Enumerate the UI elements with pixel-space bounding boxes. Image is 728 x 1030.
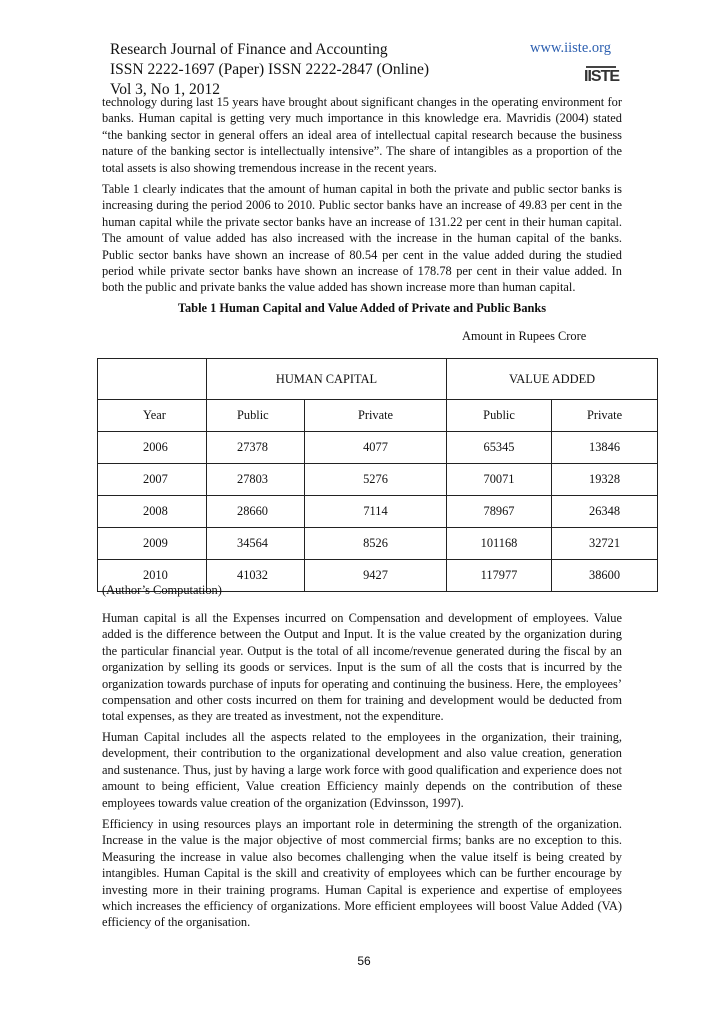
cell-va-public: 78967 (447, 496, 552, 528)
website-link[interactable]: www.iiste.org (530, 40, 611, 56)
logo-bar-icon (586, 56, 616, 68)
column-header-va-private: Private (552, 400, 658, 432)
issn-line: ISSN 2222-1697 (Paper) ISSN 2222-2847 (Online) (110, 61, 430, 78)
cell-va-private: 13846 (552, 432, 658, 464)
cell-va-public: 117977 (447, 560, 552, 592)
group-header-value-added: VALUE ADDED (447, 359, 658, 400)
cell-hc-private: 4077 (305, 432, 447, 464)
cell-va-private: 19328 (552, 464, 658, 496)
column-header-va-public: Public (447, 400, 552, 432)
cell-va-public: 65345 (447, 432, 552, 464)
table-column-header-row (98, 400, 658, 432)
cell-va-public: 101168 (447, 528, 552, 560)
table-unit-note: Amount in Rupees Crore (462, 329, 587, 343)
cell-hc-private: 5276 (305, 464, 447, 496)
cell-year: 2010 (98, 560, 207, 592)
group-header-human-capital: HUMAN CAPITAL (207, 359, 447, 400)
paragraph-human-capital: Human Capital includes all the aspects related to the employees in the organization, their training, development, their contribution to the organizational development and also value creation, generation and sustenance. Thus, just by having a large work force with good qualification and experience does not amount to being efficient, Value creation Efficiency mainly depends on the contribution of these employees towards value creation of the organization (Edvinsson, 1997). (102, 730, 622, 810)
cell-year: 2009 (98, 528, 207, 560)
column-header-hc-public: Public (207, 400, 305, 432)
cell-year: 2007 (98, 464, 207, 496)
volume-line: Vol 3, No 1, 2012 (110, 81, 220, 98)
logo-text: IISTE (584, 68, 620, 85)
cell-hc-private: 7114 (305, 496, 447, 528)
iiste-logo (584, 56, 618, 90)
cell-hc-public: 27378 (207, 432, 305, 464)
table-row (98, 432, 658, 464)
cell-hc-private: 8526 (305, 528, 447, 560)
table-row (98, 464, 658, 496)
cell-va-public: 70071 (447, 464, 552, 496)
table-group-header-row (98, 359, 658, 400)
cell-va-private: 38600 (552, 560, 658, 592)
cell-hc-private: 9427 (305, 560, 447, 592)
table-row (98, 496, 658, 528)
paragraph-efficiency: Efficiency in using resources plays an important role in determining the strength of the organization. Increase in the value is the major objective of most commercial firms; banks are no exception to this. Measuring the increase in value also becomes challenging when the value itself is being created by intangibles. Human Capital is the skill and creativity of employees which can be further encourage by investing more in their training programs. Human Capital is experience and expertise of employees which increases the efficiency of organizations. More efficient employees will boost Value Added (VA) efficiency of the organisation. (102, 817, 622, 930)
table-corner-cell (98, 359, 207, 400)
cell-va-private: 26348 (552, 496, 658, 528)
table-row (98, 528, 658, 560)
cell-hc-public: 27803 (207, 464, 305, 496)
column-header-hc-private: Private (305, 400, 447, 432)
journal-title: Research Journal of Finance and Accounting (110, 41, 388, 58)
cell-year: 2006 (98, 432, 207, 464)
cell-year: 2008 (98, 496, 207, 528)
running-header (110, 40, 429, 100)
paragraph-table-analysis: Table 1 clearly indicates that the amount of human capital in both the private and public sector banks is increasing during the period 2006 to 2010. Public sector banks have an increase of 49.83 per cent in the human capital while the private sector banks have an increase of 131.22 per cent in their human capital. The amount of value added has also increased with the increase in the human capital of the banks. Public sector banks have shown an increase of 80.54 per cent in the value added during the studied period while private sector banks have shown an increase of 178.78 per cent in their value added. In both the public and private banks the value added has shown increase more than human capital. (102, 182, 622, 295)
cell-hc-public: 41032 (207, 560, 305, 592)
page-number: 56 (357, 954, 371, 968)
column-header-year: Year (98, 400, 207, 432)
cell-va-private: 32721 (552, 528, 658, 560)
table-source-note: (Author’s Computation) (102, 583, 222, 597)
paragraph-definitions: Human capital is all the Expenses incurred on Compensation and development of employees. Value added is the difference between the Output and Input. It is the value created by the organization during the particular financial year. Output is the total of all income/revenue generated during the fiscal by an organization by selling its goods or services. Input is the sum of all the costs that is incurred by the organization towards purchase of inputs for operating and continuing the business. Here, the employees’ compensation and other costs incurred on them for training and development would be deducted from total expenses, as they are treated as investment, not the expenditure. (102, 611, 622, 724)
cell-hc-public: 28660 (207, 496, 305, 528)
paragraph-intro: technology during last 15 years have brought about significant changes in the operating environment for banks. Human capital is getting very much importance in this knowledge era. Mavridis (2004) stated “the banking sector in general offers an ideal area of intellectual capital research because the business nature of the banking sector is intellectually intensive”. The share of intangibles as a proportion of the total assets is also showing tremendous increase in the recent years. (102, 95, 622, 175)
cell-hc-public: 34564 (207, 528, 305, 560)
human-capital-table (97, 358, 658, 592)
table-caption: Table 1 Human Capital and Value Added of Private and Public Banks (177, 301, 547, 315)
